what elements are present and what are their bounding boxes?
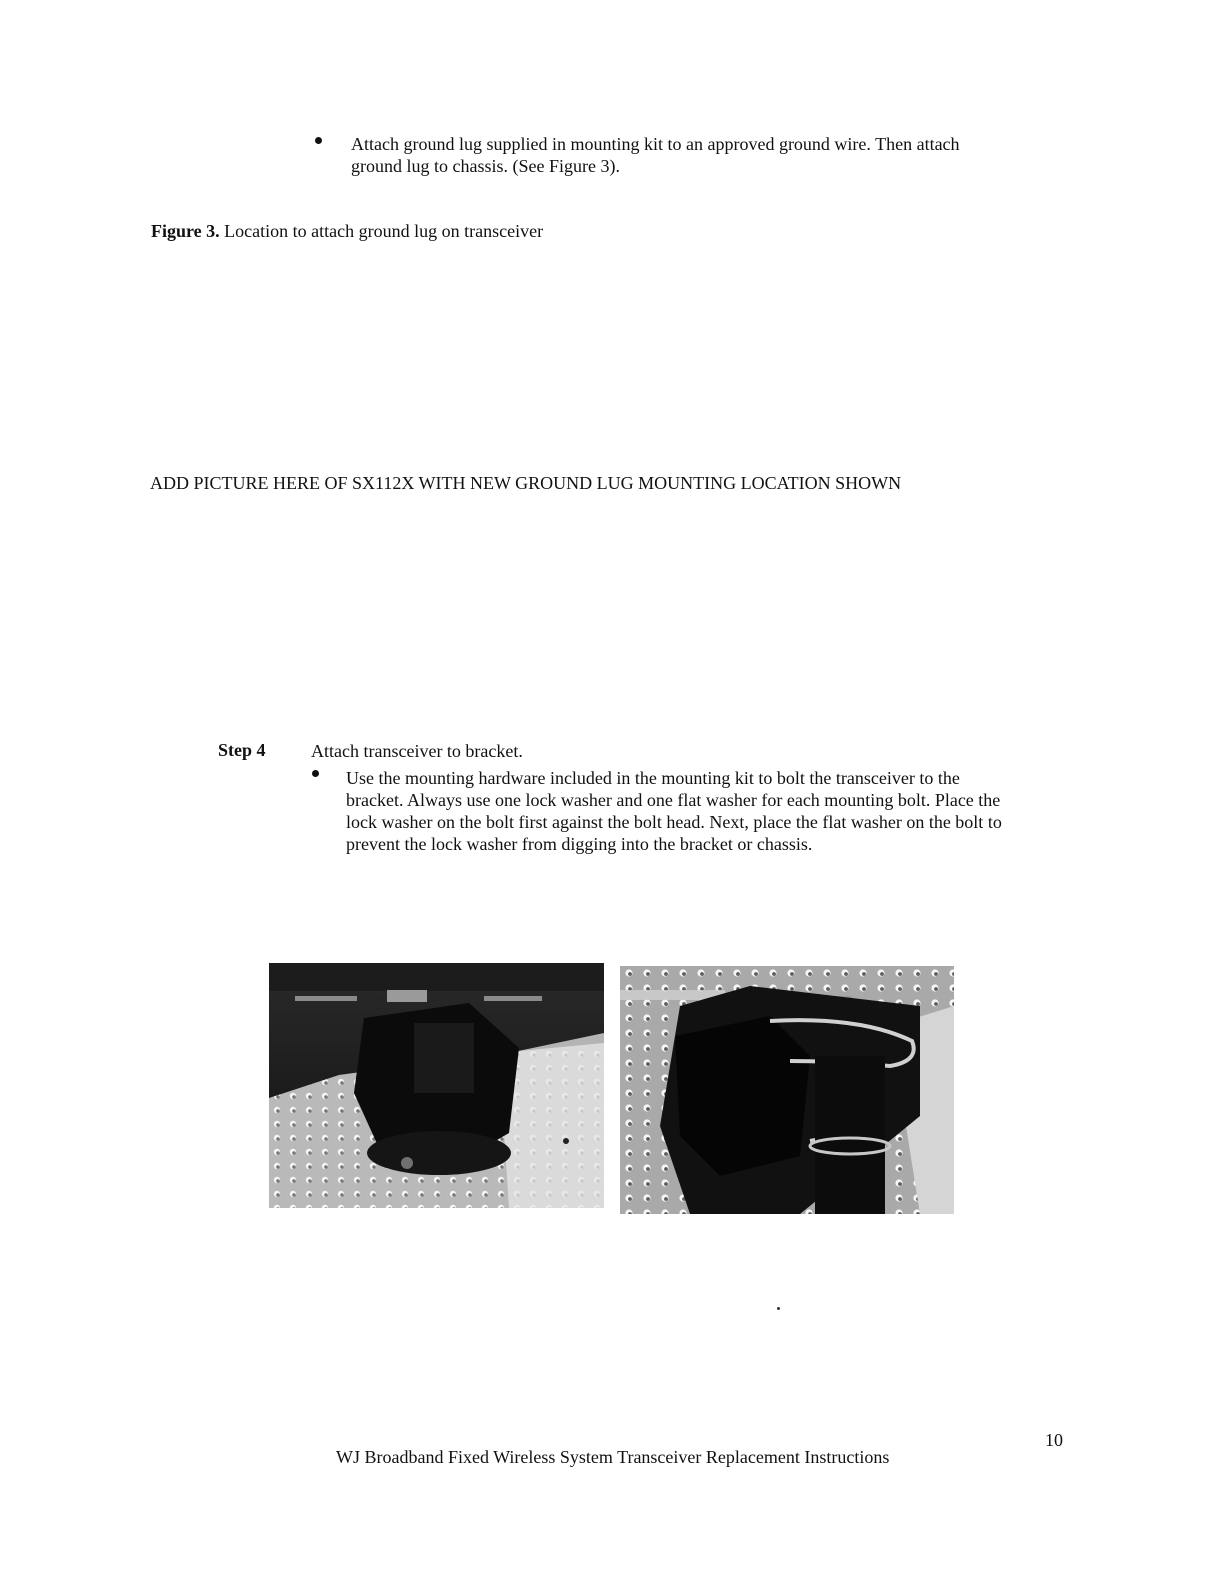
transceiver-bracket-pole-photo [620, 966, 954, 1214]
transceiver-on-bracket-photo [269, 963, 604, 1208]
step-bullet-line: lock washer on the bolt first against the bolt head. Next, place the flat washer on the bolt to [346, 812, 1002, 832]
ground-lug-instruction-line-1: Attach ground lug supplied in mounting kit to an approved ground wire. Then attach [351, 134, 960, 154]
figure-caption [151, 220, 543, 242]
step-label: Step 4 [218, 740, 266, 760]
step-bullet-text [346, 767, 1002, 855]
step-bullet-line: Use the mounting hardware included in the mounting kit to bolt the transceiver to the [346, 768, 960, 788]
picture-placeholder-note: ADD PICTURE HERE OF SX112X WITH NEW GROUND LUG MOUNTING LOCATION SHOWN [150, 473, 902, 493]
figure-caption-text: Location to attach ground lug on transceiver [224, 221, 544, 241]
bullet-dot [315, 137, 322, 144]
ground-lug-instruction-line-2: ground lug to chassis. (See Figure 3). [351, 156, 620, 176]
page-number: 10 [1045, 1430, 1063, 1450]
step-title: Attach transceiver to bracket. [311, 741, 523, 761]
footer-title: WJ Broadband Fixed Wireless System Transceiver Replacement Instructions [336, 1447, 890, 1467]
step-bullet-line: bracket. Always use one lock washer and one flat washer for each mounting bolt. Place the [346, 790, 1001, 810]
figure-label: Figure 3. [151, 221, 220, 241]
step-bullet-line: prevent the lock washer from digging into the bracket or chassis. [346, 834, 813, 854]
scan-speck [777, 1307, 780, 1310]
bullet-dot [312, 770, 319, 777]
